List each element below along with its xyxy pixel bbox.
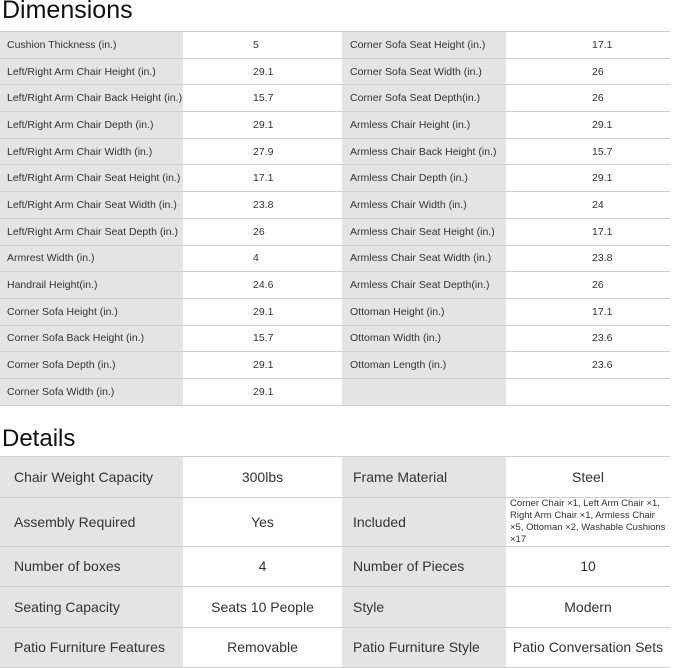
spec-value: 17.1 bbox=[506, 218, 670, 245]
spec-label: Seating Capacity bbox=[0, 587, 183, 628]
spec-label: Corner Sofa Width (in.) bbox=[0, 378, 183, 405]
spec-value: 29.1 bbox=[183, 298, 342, 325]
spec-label: Armless Chair Back Height (in.) bbox=[342, 138, 506, 165]
spec-value: 29.1 bbox=[183, 378, 342, 405]
spec-value: 23.6 bbox=[506, 325, 670, 352]
details-title: Details bbox=[2, 425, 76, 452]
spec-value: 10 bbox=[506, 546, 670, 587]
spec-label: Patio Furniture Style bbox=[342, 627, 506, 668]
spec-label: Corner Sofa Height (in.) bbox=[0, 298, 183, 325]
table-row bbox=[0, 58, 670, 85]
spec-label: Number of boxes bbox=[0, 546, 183, 587]
spec-label: Patio Furniture Features bbox=[0, 627, 183, 668]
table-row bbox=[0, 457, 670, 498]
spec-value: 26 bbox=[506, 58, 670, 85]
spec-label: Corner Sofa Back Height (in.) bbox=[0, 325, 183, 352]
table-row bbox=[0, 587, 670, 628]
spec-label: Ottoman Height (in.) bbox=[342, 298, 506, 325]
details-table bbox=[0, 456, 670, 668]
table-row bbox=[0, 32, 670, 59]
spec-value: 27.9 bbox=[183, 138, 342, 165]
table-row bbox=[0, 546, 670, 587]
spec-value bbox=[506, 378, 670, 405]
spec-value: 15.7 bbox=[183, 85, 342, 112]
table-row bbox=[0, 627, 670, 668]
spec-value: 26 bbox=[506, 272, 670, 299]
spec-label: Armless Chair Height (in.) bbox=[342, 112, 506, 139]
spec-value: Removable bbox=[183, 627, 342, 668]
table-row bbox=[0, 138, 670, 165]
spec-label: Armrest Width (in.) bbox=[0, 245, 183, 272]
spec-label: Included bbox=[342, 497, 506, 546]
spec-label bbox=[342, 378, 506, 405]
dimensions-title: Dimensions bbox=[2, 0, 133, 24]
spec-value: 300lbs bbox=[183, 457, 342, 498]
spec-label: Left/Right Arm Chair Seat Width (in.) bbox=[0, 192, 183, 219]
table-row bbox=[0, 378, 670, 405]
spec-value: 4 bbox=[183, 245, 342, 272]
spec-value: 29.1 bbox=[506, 165, 670, 192]
spec-value: 29.1 bbox=[183, 352, 342, 379]
spec-label: Corner Sofa Depth (in.) bbox=[0, 352, 183, 379]
table-row bbox=[0, 245, 670, 272]
spec-value: 23.8 bbox=[183, 192, 342, 219]
spec-label: Number of Pieces bbox=[342, 546, 506, 587]
spec-value: 29.1 bbox=[183, 58, 342, 85]
spec-value: 29.1 bbox=[183, 112, 342, 139]
spec-label: Left/Right Arm Chair Width (in.) bbox=[0, 138, 183, 165]
spec-value: Steel bbox=[506, 457, 670, 498]
spec-label: Left/Right Arm Chair Seat Height (in.) bbox=[0, 165, 183, 192]
spec-value: Patio Conversation Sets bbox=[506, 627, 670, 668]
spec-label: Cushion Thickness (in.) bbox=[0, 32, 183, 59]
spec-label: Armless Chair Width (in.) bbox=[342, 192, 506, 219]
spec-value: 15.7 bbox=[506, 138, 670, 165]
spec-label: Left/Right Arm Chair Depth (in.) bbox=[0, 112, 183, 139]
spec-label: Corner Sofa Seat Depth(in.) bbox=[342, 85, 506, 112]
spec-label: Armless Chair Seat Height (in.) bbox=[342, 218, 506, 245]
spec-value: 26 bbox=[506, 85, 670, 112]
table-row bbox=[0, 272, 670, 299]
spec-label: Style bbox=[342, 587, 506, 628]
spec-value: 17.1 bbox=[506, 32, 670, 59]
spec-label: Corner Sofa Seat Height (in.) bbox=[342, 32, 506, 59]
table-row bbox=[0, 325, 670, 352]
spec-label: Frame Material bbox=[342, 457, 506, 498]
spec-value: 4 bbox=[183, 546, 342, 587]
table-row bbox=[0, 192, 670, 219]
spec-value: 24.6 bbox=[183, 272, 342, 299]
spec-value: Modern bbox=[506, 587, 670, 628]
spec-value: 26 bbox=[183, 218, 342, 245]
spec-value: 5 bbox=[183, 32, 342, 59]
table-row bbox=[0, 352, 670, 379]
spec-label: Corner Sofa Seat Width (in.) bbox=[342, 58, 506, 85]
spec-label: Assembly Required bbox=[0, 497, 183, 546]
spec-label: Armless Chair Seat Depth(in.) bbox=[342, 272, 506, 299]
spec-value: 29.1 bbox=[506, 112, 670, 139]
spec-label: Left/Right Arm Chair Seat Depth (in.) bbox=[0, 218, 183, 245]
spec-label: Ottoman Length (in.) bbox=[342, 352, 506, 379]
table-row bbox=[0, 112, 670, 139]
spec-value: 23.8 bbox=[506, 245, 670, 272]
spec-label: Handrail Height(in.) bbox=[0, 272, 183, 299]
spec-value: 17.1 bbox=[183, 165, 342, 192]
table-row bbox=[0, 165, 670, 192]
spec-value: 15.7 bbox=[183, 325, 342, 352]
spec-label: Left/Right Arm Chair Back Height (in.) bbox=[0, 85, 183, 112]
table-row bbox=[0, 218, 670, 245]
spec-label: Armless Chair Depth (in.) bbox=[342, 165, 506, 192]
spec-value: Seats 10 People bbox=[183, 587, 342, 628]
spec-label: Ottoman Width (in.) bbox=[342, 325, 506, 352]
spec-label: Left/Right Arm Chair Height (in.) bbox=[0, 58, 183, 85]
spec-value: 23.6 bbox=[506, 352, 670, 379]
spec-value: Corner Chair ×1, Left Arm Chair ×1, Right Arm Chair ×1, Armless Chair ×5, Ottoman ×2, Washable Cushions ×17 bbox=[506, 497, 670, 546]
table-row bbox=[0, 497, 670, 546]
spec-value: 17.1 bbox=[506, 298, 670, 325]
spec-label: Armless Chair Seat Width (in.) bbox=[342, 245, 506, 272]
dimensions-table bbox=[0, 31, 670, 406]
spec-label: Chair Weight Capacity bbox=[0, 457, 183, 498]
spec-value: 24 bbox=[506, 192, 670, 219]
table-row bbox=[0, 298, 670, 325]
spec-value: Yes bbox=[183, 497, 342, 546]
table-row bbox=[0, 85, 670, 112]
